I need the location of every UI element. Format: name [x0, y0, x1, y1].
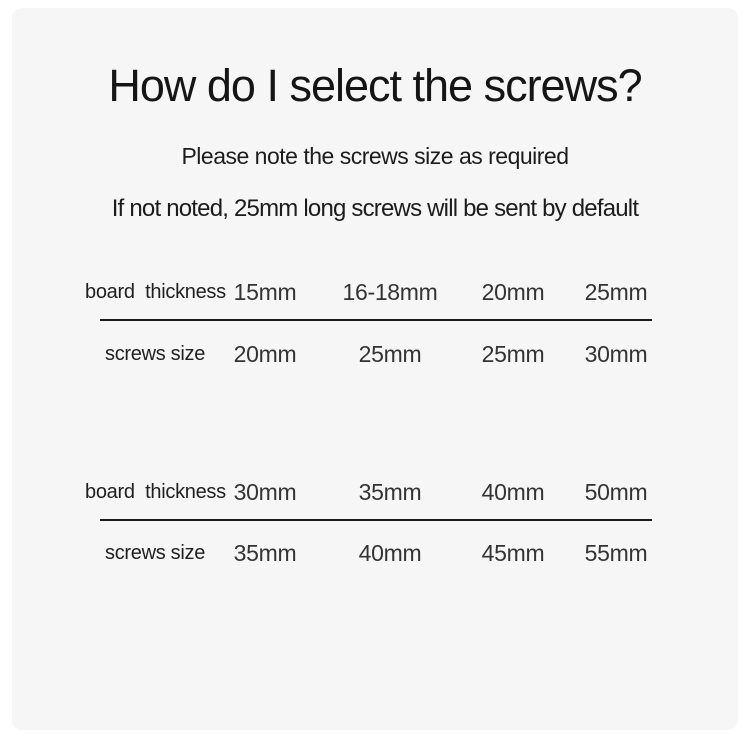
board-thickness-value: 16-18mm	[342, 279, 438, 305]
board-thickness-value: 35mm	[358, 479, 422, 505]
table1-board-thickness-row	[0, 277, 750, 307]
screws-size-value: 25mm	[358, 341, 422, 367]
table1-screws-size-row	[0, 339, 750, 369]
subtitle-default: If not noted, 25mm long screws will be sent by default	[111, 195, 639, 222]
screws-size-value: 40mm	[358, 540, 422, 566]
screws-size-value: 35mm	[233, 540, 297, 566]
table2-screws-size-row	[0, 538, 750, 568]
board-thickness-value: 30mm	[233, 479, 297, 505]
screws-size-value: 45mm	[481, 540, 545, 566]
screws-size-value: 55mm	[584, 540, 648, 566]
board-thickness-value: 50mm	[584, 479, 648, 505]
board-thickness-value: 25mm	[584, 279, 648, 305]
screws-size-label: screws size	[105, 542, 206, 564]
table2-board-thickness-row	[0, 477, 750, 507]
screws-size-label: screws size	[105, 343, 206, 365]
content-card	[12, 8, 738, 730]
screws-size-value: 25mm	[481, 341, 545, 367]
board-thickness-value: 15mm	[233, 279, 297, 305]
screws-size-value: 20mm	[233, 341, 297, 367]
table1-divider	[100, 319, 652, 321]
screws-size-value: 30mm	[584, 341, 648, 367]
board-thickness-label: board thickness	[85, 481, 226, 503]
board-thickness-value: 20mm	[481, 279, 545, 305]
board-thickness-label: board thickness	[85, 281, 226, 303]
subtitle-note: Please note the screws size as required	[181, 143, 569, 169]
table2-divider	[100, 519, 652, 521]
page-title: How do I select the screws?	[108, 60, 642, 111]
board-thickness-value: 40mm	[481, 479, 545, 505]
